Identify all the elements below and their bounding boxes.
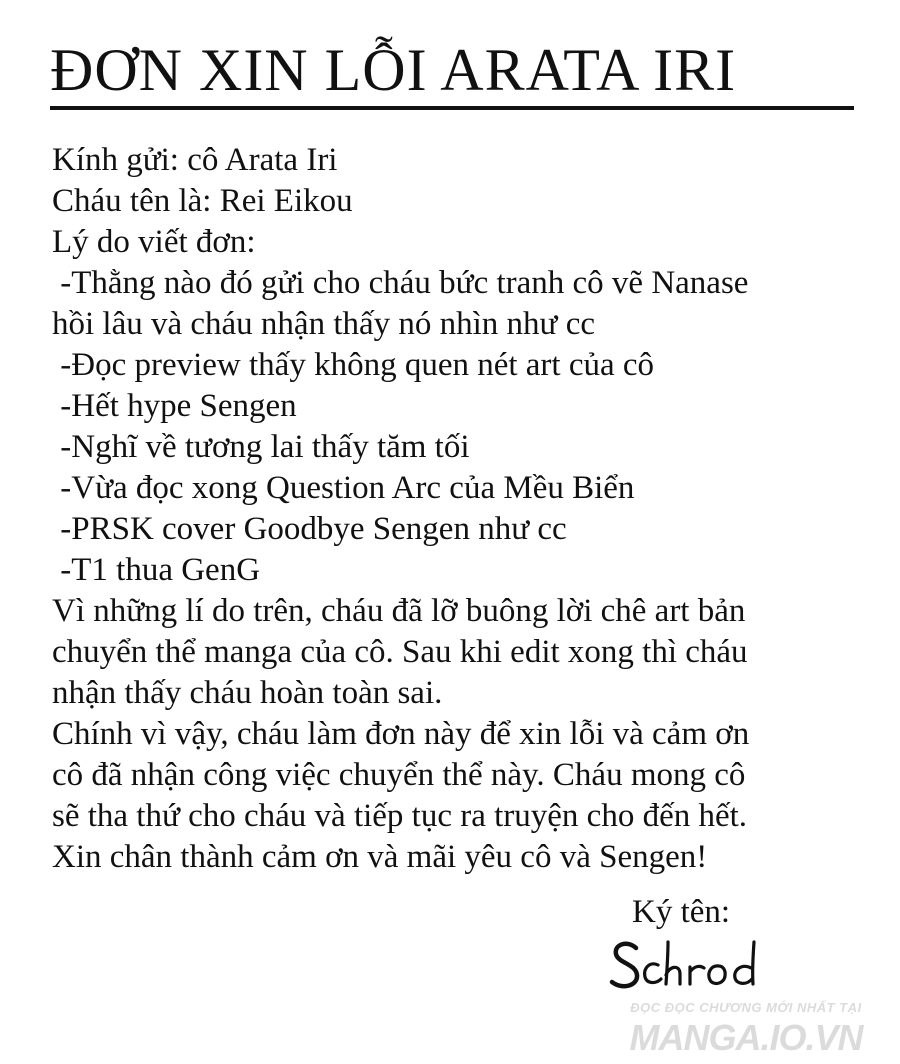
paragraph-line: Vì những lí do trên, cháu đã lỡ buông lời chê art bản <box>52 593 746 629</box>
handwritten-signature <box>606 930 776 1000</box>
paragraph-line: Chính vì vậy, cháu làm đơn này để xin lỗi và cảm ơn <box>52 716 750 752</box>
letter-body <box>52 140 749 878</box>
reason-item: -Đọc preview thấy không quen nét art của cô <box>52 347 655 383</box>
reason-item: -PRSK cover Goodbye Sengen như cc <box>52 511 567 547</box>
reason-item: -Hết hype Sengen <box>52 388 297 424</box>
sender-line: Cháu tên là: Rei Eikou <box>52 183 353 219</box>
reason-item: -Thằng nào đó gửi cho cháu bức tranh cô vẽ Nanase <box>52 265 749 301</box>
paragraph-line: sẽ tha thứ cho cháu và tiếp tục ra truyện cho đến hết. <box>52 798 748 834</box>
reason-item-continuation: hồi lâu và cháu nhận thấy nó nhìn như cc <box>52 306 595 342</box>
reason-item: -Nghĩ về tương lai thấy tăm tối <box>52 429 470 465</box>
document-title: ĐƠN XIN LỖI ARATA IRI <box>50 37 737 103</box>
paragraph-line: nhận thấy cháu hoàn toàn sai. <box>52 675 443 711</box>
svg-text:MANGA.IO.VN: MANGA.IO.VN <box>629 1017 863 1058</box>
reason-heading: Lý do viết đơn: <box>52 224 256 260</box>
paragraph-line: chuyển thể manga của cô. Sau khi edit xong thì cháu <box>52 634 748 670</box>
reason-item: -T1 thua GenG <box>52 552 261 588</box>
addressee-line: Kính gửi: cô Arata Iri <box>52 142 338 178</box>
title-underline <box>50 106 854 110</box>
reason-item: -Vừa đọc xong Question Arc của Mều Biển <box>52 470 635 506</box>
paragraph-line: cô đã nhận công việc chuyển thể này. Cháu mong cô <box>52 757 746 793</box>
site-watermark <box>608 996 884 1058</box>
signoff-label: Ký tên: <box>632 894 731 930</box>
svg-text:ĐỌC ĐỌC CHƯƠNG MỚI NHẤT TẠI: ĐỌC ĐỌC CHƯƠNG MỚI NHẤT TẠI <box>630 1000 862 1015</box>
paragraph-line: Xin chân thành cảm ơn và mãi yêu cô và Sengen! <box>52 839 708 875</box>
